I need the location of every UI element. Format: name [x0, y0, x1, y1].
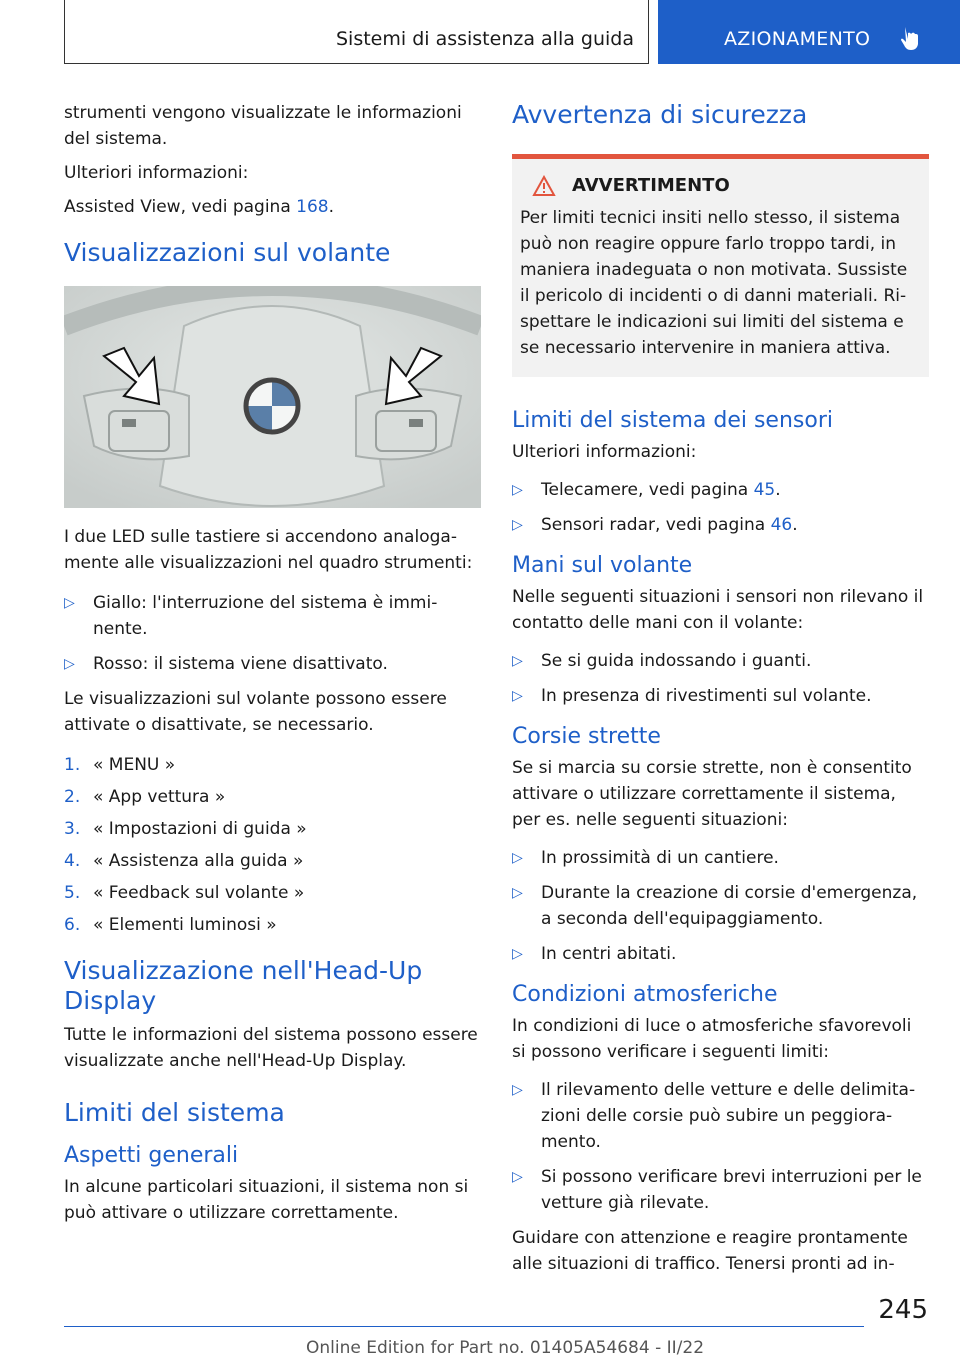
chapter-title: AZIONAMENTO — [724, 28, 871, 50]
triangle-bullet-icon: ▷ — [512, 517, 523, 533]
steps-list — [64, 752, 481, 938]
page-number: 245 — [878, 1295, 928, 1325]
item-text: Il rilevamento delle vetture e delle delimitazioni delle corsie può subire un peggioramento. — [541, 1080, 916, 1152]
list-item — [512, 648, 929, 674]
heading-hud: Visualizzazione nell'Head-Up Display — [64, 956, 423, 1015]
mani-text: Nelle seguenti situazioni i sensori non rilevano il contatto delle mani con il volante: — [512, 587, 924, 633]
step-number: 5. — [64, 883, 81, 903]
heading-corsie: Corsie strette — [512, 724, 661, 749]
ref-text: Assisted View, vedi pagina — [64, 197, 297, 217]
page-link[interactable]: 168 — [296, 197, 329, 217]
assisted-view-ref — [64, 194, 481, 220]
sensori-info: Ulteriori informazioni: — [512, 442, 697, 462]
ref-end: . — [328, 197, 335, 217]
step-number: 4. — [64, 851, 81, 871]
right-column — [512, 100, 929, 1285]
list-item — [512, 477, 929, 503]
triangle-bullet-icon: ▷ — [512, 688, 523, 704]
hud-text: Tutte le informazioni del sistema possono essere visualizzate anche nell'Head-Up Display. — [64, 1025, 478, 1071]
step-text: « Impostazioni di guida » — [93, 819, 307, 839]
triangle-bullet-icon: ▷ — [64, 595, 75, 611]
step-item — [64, 912, 481, 938]
hand-pointer-icon — [896, 24, 926, 54]
list-item — [512, 845, 929, 871]
item-text: Durante la creazione di corsie d'emergenza, a seconda dell'equipaggiamento. — [541, 883, 918, 929]
item-text: Se si guida indossando i guanti. — [541, 651, 812, 671]
warning-triangle-icon — [532, 175, 556, 197]
step-text: « Elementi luminosi » — [93, 915, 277, 935]
list-item — [512, 512, 929, 538]
steering-wheel-image — [64, 286, 481, 508]
triangle-bullet-icon: ▷ — [512, 946, 523, 962]
triangle-bullet-icon: ▷ — [512, 1082, 523, 1098]
condizioni-list — [512, 1077, 929, 1216]
step-number: 6. — [64, 915, 81, 935]
more-info-label: Ulteriori informazioni: — [64, 163, 249, 183]
page-link[interactable]: 45 — [753, 480, 776, 500]
heading-mani: Mani sul volante — [512, 553, 693, 578]
item-end: . — [792, 515, 798, 535]
triangle-bullet-icon: ▷ — [512, 885, 523, 901]
footer-edition: Online Edition for Part no. 01405A54684 - II/22 — [306, 1338, 705, 1358]
aspetti-text: In alcune particolari situazioni, il sistema non si può attivare o utilizzare correttamente. — [64, 1177, 469, 1223]
triangle-bullet-icon: ▷ — [512, 653, 523, 669]
heading-limiti: Limiti del sistema — [64, 1098, 285, 1127]
step-item — [64, 880, 481, 906]
warning-title: AVVERTIMENTO — [572, 175, 730, 196]
section-title: Sistemi di assistenza alla guida — [335, 28, 634, 50]
triangle-bullet-icon: ▷ — [512, 850, 523, 866]
list-item — [512, 880, 929, 932]
footer-divider — [64, 1326, 864, 1327]
warning-text: Per limiti tecnici insiti nello stesso, il sistema può non reagire oppure farlo troppo tardi, in maniera inadeguata o non motivata. Sussiste il pericolo di incidenti o di danni materiali. Rispettare le indicazioni sui limiti del sistema e se necessario intervenire in maniera attiva. — [520, 208, 908, 358]
warning-header — [520, 173, 921, 199]
list-item — [512, 683, 929, 709]
triangle-bullet-icon: ▷ — [512, 1169, 523, 1185]
led-list — [64, 590, 481, 677]
list-item — [512, 941, 929, 967]
corsie-text: Se si marcia su corsie strette, non è consentito attivare o utilizzare correttamente il sistema, per es. nelle seguenti situazioni: — [512, 758, 912, 830]
step-item — [64, 848, 481, 874]
sensori-list — [512, 477, 929, 538]
corsie-list — [512, 845, 929, 967]
step-number: 1. — [64, 755, 81, 775]
item-text: Rosso: il sistema viene disattivato. — [93, 654, 388, 674]
step-text: « MENU » — [93, 755, 176, 775]
list-item — [64, 590, 481, 642]
item-text: Sensori radar, vedi pagina — [541, 515, 771, 535]
step-number: 2. — [64, 787, 81, 807]
header-section — [64, 0, 649, 64]
step-text: « App vettura » — [93, 787, 226, 807]
step-text: « Assistenza alla guida » — [93, 851, 304, 871]
heading-condizioni: Condizioni atmosferiche — [512, 982, 778, 1007]
mani-list — [512, 648, 929, 709]
list-item — [512, 1164, 929, 1216]
item-text: In presenza di rivestimenti sul volante. — [541, 686, 872, 706]
step-item — [64, 816, 481, 842]
list-item — [512, 1077, 929, 1155]
item-text: In centri abitati. — [541, 944, 677, 964]
intro-line: strumenti vengono visualizzate le informazioni del sistema. — [64, 103, 462, 149]
step-number: 3. — [64, 819, 81, 839]
step-item — [64, 752, 481, 778]
warning-box — [512, 154, 929, 377]
header-chapter — [658, 0, 960, 64]
item-text: Si possono verificare brevi interruzioni per le vetture già rilevate. — [541, 1167, 922, 1213]
item-text: Giallo: l'interruzione del sistema è imminente. — [93, 593, 438, 639]
item-text: Telecamere, vedi pagina — [541, 480, 754, 500]
triangle-bullet-icon: ▷ — [64, 656, 75, 672]
heading-aspetti: Aspetti generali — [64, 1143, 239, 1168]
step-item — [64, 784, 481, 810]
heading-volante: Visualizzazioni sul volante — [64, 238, 391, 267]
page-link[interactable]: 46 — [770, 515, 793, 535]
closing-text: Guidare con attenzione e reagire prontamente alle situazioni di traffico. Tenersi pronti ad in- — [512, 1228, 908, 1274]
activation-text: Le visualizzazioni sul volante possono essere attivate o disattivate, se necessario. — [64, 689, 447, 735]
heading-sensori: Limiti del sistema dei sensori — [512, 408, 833, 433]
list-item — [64, 651, 481, 677]
left-column — [64, 100, 481, 1234]
heading-avvertenza: Avvertenza di sicurezza — [512, 100, 808, 129]
led-text: I due LED sulle tastiere si accendono analogamente alle visualizzazioni nel quadro strumenti: — [64, 527, 473, 573]
condizioni-text: In condizioni di luce o atmosferiche sfavorevoli si possono verificare i seguenti limiti: — [512, 1016, 912, 1062]
item-end: . — [775, 480, 781, 500]
item-text: In prossimità di un cantiere. — [541, 848, 779, 868]
step-text: « Feedback sul volante » — [93, 883, 305, 903]
triangle-bullet-icon: ▷ — [512, 482, 523, 498]
